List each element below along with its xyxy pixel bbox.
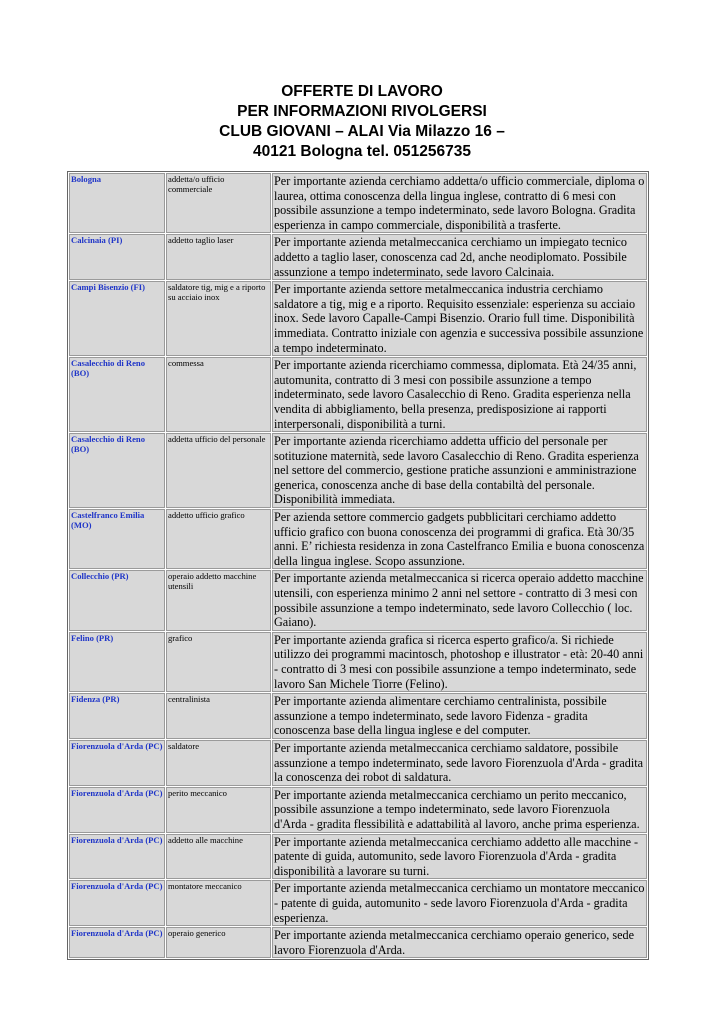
offer-city[interactable]: Bologna	[69, 173, 165, 233]
offer-city[interactable]: Fiorenzuola d'Arda (PC)	[69, 740, 165, 786]
document-header	[0, 82, 724, 162]
offer-role: addetto taglio laser	[166, 234, 271, 280]
offer-role: perito meccanico	[166, 787, 271, 833]
offer-description: Per importante azienda metalmeccanica cerchiamo addetto alle macchine - patente di guida, automunito, sede lavoro Fiorenzuola d'Arda - gradita disponibilità a lavorare su turni.	[272, 834, 647, 880]
header-club-address: CLUB GIOVANI – ALAI Via Milazzo 16 –	[219, 123, 505, 140]
offer-city[interactable]: Fidenza (PR)	[69, 693, 165, 739]
offer-city[interactable]: Fiorenzuola d'Arda (PC)	[69, 834, 165, 880]
table-row	[69, 173, 647, 233]
offer-role: saldatore	[166, 740, 271, 786]
table-row	[69, 281, 647, 356]
offer-role: operaio addetto macchine utensili	[166, 570, 271, 630]
header-title: OFFERTE DI LAVORO	[281, 83, 443, 100]
offer-description: Per importante azienda metalmeccanica cerchiamo un impiegato tecnico addetto a taglio laser, conoscenza cad 2d, anche neodiplomato. Possibile assunzione a tempo indeterminato, sede lavoro Calcinaia.	[272, 234, 647, 280]
offer-city[interactable]: Casalecchio di Reno (BO)	[69, 357, 165, 432]
offer-description: Per importante azienda cerchiamo addetta/o ufficio commerciale, diploma o laurea, ottima conoscenza della lingua inglese, contratto di 6 mesi con possibile assunzione a tempo indeterminato, sede lavoro Bologna. Gradita esperienza in campo commerciale, disponibilità a trasferte.	[272, 173, 647, 233]
offer-city[interactable]: Calcinaia (PI)	[69, 234, 165, 280]
offer-city[interactable]: Collecchio (PR)	[69, 570, 165, 630]
offer-city[interactable]: Fiorenzuola d'Arda (PC)	[69, 787, 165, 833]
offer-role: grafico	[166, 632, 271, 692]
table-row	[69, 433, 647, 508]
offer-role: addetto ufficio grafico	[166, 509, 271, 569]
offer-description: Per importante azienda alimentare cerchiamo centralinista, possibile assunzione a tempo indeterminato, sede lavoro Fidenza - gradita conoscenza base della lingua inglese e del computer.	[272, 693, 647, 739]
table-row	[69, 927, 647, 958]
offer-description: Per importante azienda settore metalmeccanica industria cerchiamo saldatore a tig, mig e a riporto. Requisito essenziale: esperienza su acciaio inox. Sede lavoro Capalle-Campi Bisenzio. Orario full time. Disponibilità immediata. Contratto iniziale con agenzia e successiva possibile assunzione a tempo indeterminato.	[272, 281, 647, 356]
offer-description: Per importante azienda ricerchiamo commessa, diplomata. Età 24/35 anni, automunita, contratto di 3 mesi con possibile assunzione a tempo indeterminato, sede lavoro Casalecchio di Reno. Gradita esperienza nella vendita di abbigliamento, bella presenza, predisposizione ai rapporti interpersonali, disponibilità a turni.	[272, 357, 647, 432]
header-subtitle: PER INFORMAZIONI RIVOLGERSI	[237, 103, 487, 120]
offer-description: Per importante azienda grafica si ricerca esperto grafico/a. Si richiede utilizzo dei programmi macintosch, photoshop e illustrator - età: 20-40 anni - contratto di 3 mesi con possibile assunzione a tempo indeterminato, sede lavoro San Michele Tiorre (Felino).	[272, 632, 647, 692]
offer-description: Per importante azienda metalmeccanica cerchiamo operaio generico, sede lavoro Fiorenzuola d'Arda.	[272, 927, 647, 958]
offer-description: Per importante azienda metalmeccanica si ricerca operaio addetto macchine utensili, con esperienza minimo 2 anni nel settore - contratto di 3 mesi con possibile assunzione a tempo indeterminato, sede lavoro Collecchio ( loc. Gaiano).	[272, 570, 647, 630]
offer-role: commessa	[166, 357, 271, 432]
offer-description: Per importante azienda ricerchiamo addetta ufficio del personale per sotituzione maternità, sede lavoro Casalecchio di Reno. Gradita esperienza nel settore del commercio, gestione pratiche assunzioni e amministrazione generica, conoscenza anche di base della contabiltà del personale. Disponibilità immediata.	[272, 433, 647, 508]
table-row	[69, 509, 647, 569]
offer-role: saldatore tig, mig e a riporto su acciaio inox	[166, 281, 271, 356]
table-row	[69, 787, 647, 833]
job-offers-table	[67, 171, 649, 960]
offer-description: Per importante azienda metalmeccanica cerchiamo un montatore meccanico - patente di guida, automunito - sede lavoro Fiorenzuola d'Arda - gradita esperienza.	[272, 880, 647, 926]
offer-city[interactable]: Fiorenzuola d'Arda (PC)	[69, 927, 165, 958]
offer-role: addetta ufficio del personale	[166, 433, 271, 508]
table-row	[69, 234, 647, 280]
offer-role: montatore meccanico	[166, 880, 271, 926]
table-row	[69, 632, 647, 692]
offer-city[interactable]: Fiorenzuola d'Arda (PC)	[69, 880, 165, 926]
offer-description: Per importante azienda metalmeccanica cerchiamo saldatore, possibile assunzione a tempo indeterminato, sede lavoro Fiorenzuola d'Arda - gradita la conoscenza dei robot di saldatura.	[272, 740, 647, 786]
offer-role: addetta/o ufficio commerciale	[166, 173, 271, 233]
offer-city[interactable]: Campi Bisenzio (FI)	[69, 281, 165, 356]
header-city-phone: 40121 Bologna tel. 051256735	[253, 143, 471, 160]
table-row	[69, 834, 647, 880]
table-row	[69, 880, 647, 926]
offer-role: centralinista	[166, 693, 271, 739]
offer-role: addetto alle macchine	[166, 834, 271, 880]
table-row	[69, 740, 647, 786]
offer-city[interactable]: Felino (PR)	[69, 632, 165, 692]
offer-city[interactable]: Casalecchio di Reno (BO)	[69, 433, 165, 508]
table-row	[69, 693, 647, 739]
offer-description: Per importante azienda metalmeccanica cerchiamo un perito meccanico, possibile assunzione a tempo indeterminato, sede lavoro Fiorenzuola d'Arda - gradita flessibilità e adattabilità al lavoro, anche prima esperienza.	[272, 787, 647, 833]
offer-city[interactable]: Castelfranco Emilia (MO)	[69, 509, 165, 569]
offer-role: operaio generico	[166, 927, 271, 958]
table-row	[69, 570, 647, 630]
offer-description: Per azienda settore commercio gadgets pubblicitari cerchiamo addetto ufficio grafico con buona conoscenza dei programmi di grafica. Età 30/35 anni. E’ richiesta residenza in zona Castelfranco Emilia e buona conoscenza della lingua inglese. Scopo assunzione.	[272, 509, 647, 569]
table-row	[69, 357, 647, 432]
